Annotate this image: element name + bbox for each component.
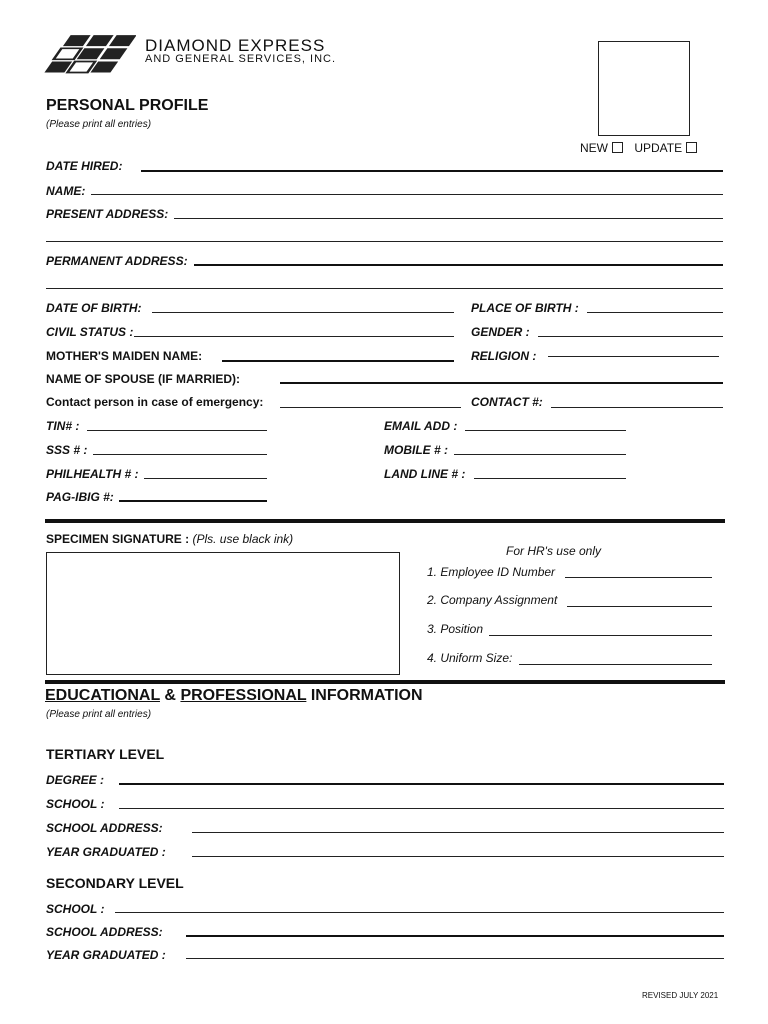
name-label: NAME: <box>46 184 86 198</box>
hr-employee-id-label: 1. Employee ID Number <box>427 565 556 579</box>
education-title-amp: & <box>164 687 176 704</box>
religion-label: RELIGION : <box>471 349 537 363</box>
landline-label: LAND LINE # : <box>384 467 466 481</box>
permanent-address-label: PERMANENT ADDRESS: <box>46 254 188 268</box>
place-of-birth-field[interactable] <box>587 312 723 313</box>
civil-status-label: CIVIL STATUS : <box>46 325 134 339</box>
spouse-field[interactable] <box>280 382 723 384</box>
update-checkbox[interactable] <box>686 142 697 153</box>
secondary-school-address-field[interactable] <box>186 935 724 937</box>
hr-uniform-size-label: 4. Uniform Size: <box>427 651 513 665</box>
secondary-heading: SECONDARY LEVEL <box>46 875 184 891</box>
tertiary-school-address-label: SCHOOL ADDRESS: <box>46 821 163 835</box>
landline-field[interactable] <box>474 478 626 479</box>
philhealth-label: PHILHEALTH # : <box>46 467 139 481</box>
sss-label: SSS # : <box>46 443 88 457</box>
mothers-maiden-name-label: MOTHER'S MAIDEN NAME: <box>46 349 203 363</box>
company-logo <box>44 32 136 80</box>
emergency-contact-label: Contact person in case of emergency: <box>46 395 264 409</box>
email-label: EMAIL ADD : <box>384 419 458 433</box>
present-address-label: PRESENT ADDRESS: <box>46 207 169 221</box>
date-of-birth-label: DATE OF BIRTH: <box>46 301 142 315</box>
mothers-maiden-name-field[interactable] <box>222 360 454 362</box>
secondary-school-address-label: SCHOOL ADDRESS: <box>46 925 163 939</box>
emergency-contact-field[interactable] <box>280 407 461 408</box>
date-hired-label: DATE HIRED: <box>46 159 123 173</box>
diamond-logo-icon <box>44 32 136 80</box>
present-address-field[interactable] <box>174 218 723 219</box>
hr-employee-id-field[interactable] <box>565 577 712 578</box>
education-title-part2: PROFESSIONAL <box>180 687 307 704</box>
signature-box[interactable] <box>46 552 400 675</box>
date-hired-field[interactable] <box>141 170 723 172</box>
gender-field[interactable] <box>538 336 723 337</box>
date-of-birth-field[interactable] <box>152 312 454 313</box>
contact-no-label: CONTACT #: <box>471 395 543 409</box>
civil-status-field[interactable] <box>134 336 454 337</box>
company-name: DIAMOND EXPRESS <box>145 36 326 55</box>
tin-label: TIN# : <box>46 419 80 433</box>
personal-profile-title: PERSONAL PROFILE <box>46 97 209 114</box>
permanent-address-field-2[interactable] <box>46 288 723 289</box>
section-divider-2 <box>45 680 725 684</box>
hr-position-field[interactable] <box>489 635 712 636</box>
email-field[interactable] <box>465 430 626 431</box>
tertiary-year-graduated-field[interactable] <box>192 856 724 857</box>
signature-note: (Pls. use black ink) <box>192 532 294 546</box>
present-address-field-2[interactable] <box>46 241 723 242</box>
company-subtitle: AND GENERAL SERVICES, INC. <box>145 53 337 65</box>
pagibig-label: PAG-IBIG #: <box>46 490 114 504</box>
contact-no-field[interactable] <box>551 407 723 408</box>
gender-label: GENDER : <box>471 325 530 339</box>
pagibig-field[interactable] <box>119 500 267 502</box>
tin-field[interactable] <box>87 430 267 431</box>
religion-field[interactable] <box>548 356 719 357</box>
new-update-row <box>580 141 697 155</box>
mobile-field[interactable] <box>454 454 626 455</box>
secondary-school-field[interactable] <box>115 912 724 913</box>
spouse-label: NAME OF SPOUSE (IF MARRIED): <box>46 372 240 386</box>
education-note: (Please print all entries) <box>46 709 152 720</box>
signature-label: SPECIMEN SIGNATURE : <box>46 532 190 546</box>
photo-box[interactable] <box>598 41 690 136</box>
new-label: NEW <box>580 141 608 155</box>
place-of-birth-label: PLACE OF BIRTH : <box>471 301 579 315</box>
tertiary-degree-label: DEGREE : <box>46 773 105 787</box>
print-note: (Please print all entries) <box>46 119 152 130</box>
secondary-school-label: SCHOOL : <box>46 902 105 916</box>
tertiary-school-address-field[interactable] <box>192 832 724 833</box>
update-label: UPDATE <box>634 141 683 155</box>
tertiary-heading: TERTIARY LEVEL <box>46 746 165 762</box>
secondary-year-graduated-field[interactable] <box>186 958 724 959</box>
name-field[interactable] <box>91 194 723 195</box>
tertiary-degree-field[interactable] <box>119 783 724 785</box>
tertiary-year-graduated-label: YEAR GRADUATED : <box>46 845 166 859</box>
hr-company-assignment-field[interactable] <box>567 606 712 607</box>
secondary-year-graduated-label: YEAR GRADUATED : <box>46 948 166 962</box>
tertiary-school-label: SCHOOL : <box>46 797 105 811</box>
hr-position-label: 3. Position <box>427 622 484 636</box>
revised-date: REVISED JULY 2021 <box>642 991 719 1000</box>
new-checkbox[interactable] <box>612 142 623 153</box>
sss-field[interactable] <box>93 454 267 455</box>
education-title-part1: EDUCATIONAL <box>45 687 160 704</box>
hr-uniform-size-field[interactable] <box>519 664 712 665</box>
education-title-part3: INFORMATION <box>310 687 423 704</box>
signature-label-row <box>46 532 293 546</box>
permanent-address-field[interactable] <box>194 264 723 266</box>
tertiary-school-field[interactable] <box>119 808 724 809</box>
education-title <box>45 687 423 705</box>
hr-company-assignment-label: 2. Company Assignment <box>427 593 558 607</box>
mobile-label: MOBILE # : <box>384 443 449 457</box>
philhealth-field[interactable] <box>144 478 267 479</box>
hr-title: For HR's use only <box>506 544 601 558</box>
section-divider <box>45 519 725 523</box>
